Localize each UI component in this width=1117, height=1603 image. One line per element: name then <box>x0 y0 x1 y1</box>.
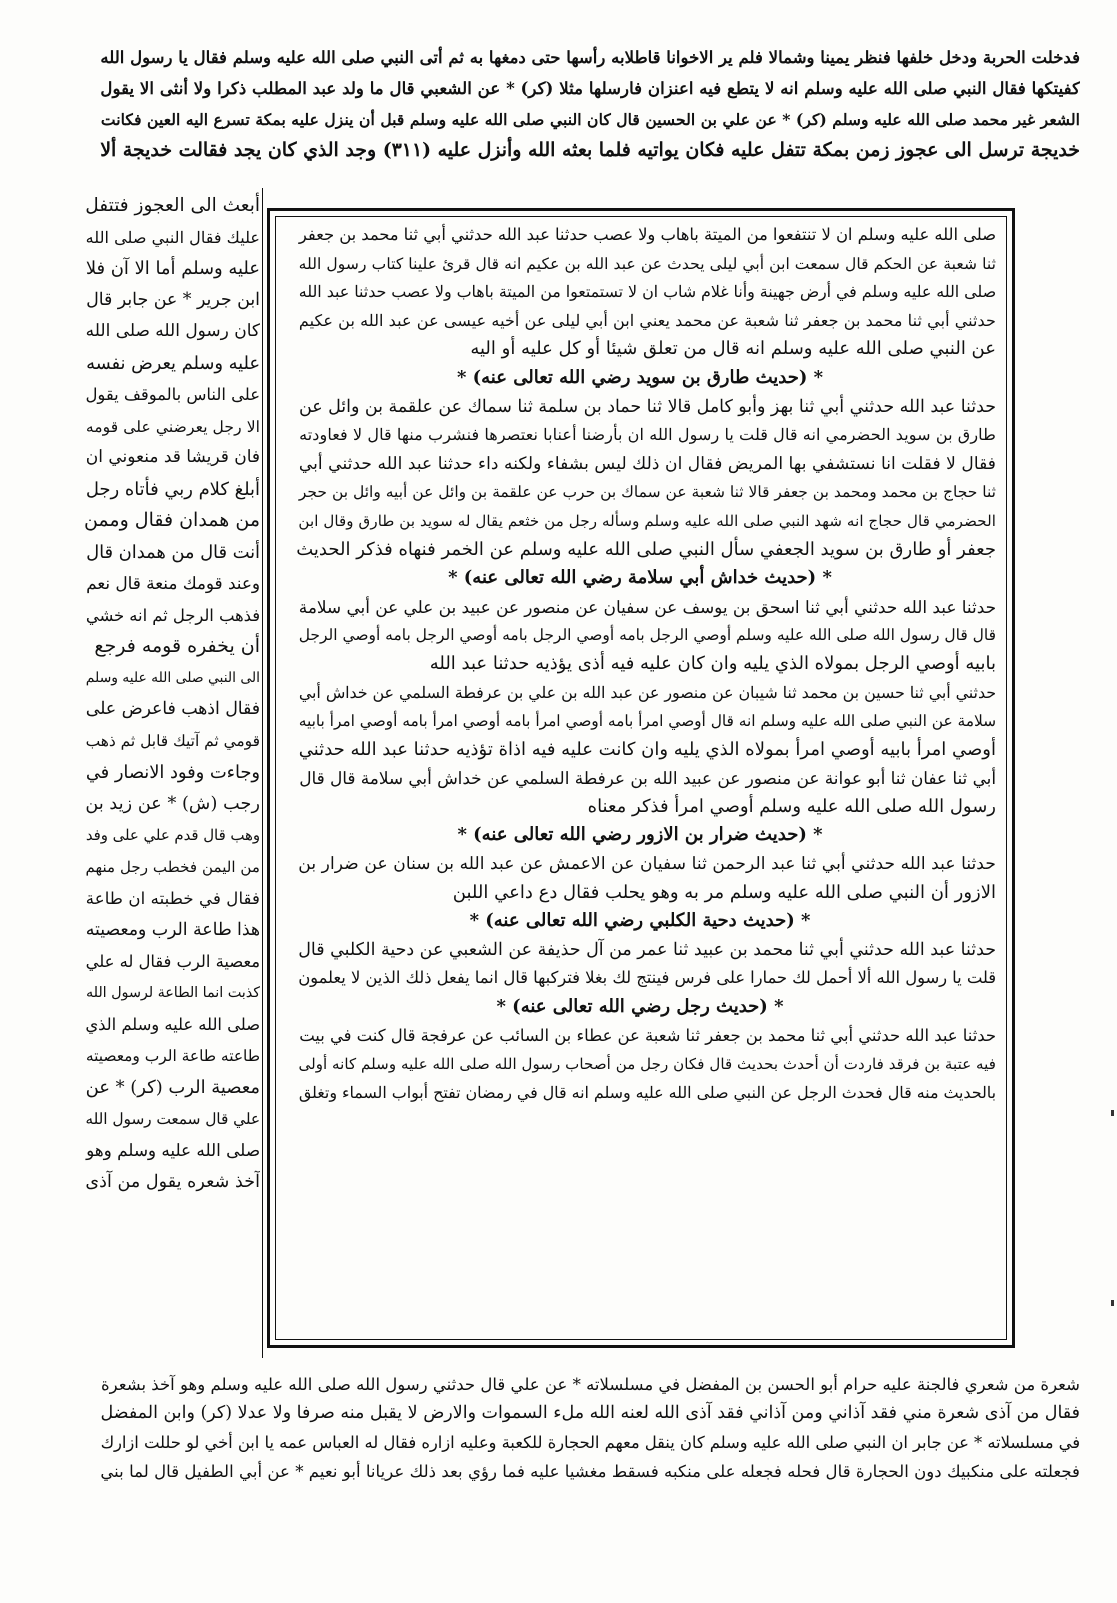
margin-line: أنت قال من همدان قال <box>86 541 260 563</box>
margin-line: الا رجل يعرضني على قومه <box>85 416 260 436</box>
bottom-line: فقال من آذى شعرة مني فقد آذاني ومن آذاني فقد آذى الله لعنه الله ملء السموات والارض لا يقبل منه صرفا ولا عدلا (كر) وابن المفضل <box>100 1403 1080 1423</box>
margin-line: كان رسول الله صلى الله <box>85 321 260 341</box>
bottom-line: شعرة من شعري فالجنة عليه حرام أبو الحسن بن المفضل في مسلسلاته * عن علي قال حدثني رسول الله صلى الله عليه وسلم وهو آخذ بشعرة <box>100 1375 1080 1394</box>
hadith-line: الحضرمي قال حجاج انه شهد النبي صلى الله عليه وسلم وسأله رجل من خثعم يقال له سويد بن طارق وقال ابن <box>298 511 996 530</box>
hadith-line: حدثني أبي ثنا حسين بن محمد ثنا شيبان عن منصور عن عبد الله بن علي بن عرفطة السلمي عن خداش أبي <box>298 682 996 702</box>
hadith-line: حدثنا عبد الله حدثني أبي ثنا محمد بن عبيد ثنا عمر من آل حذيفة عن الشعبي عن دحية الكلبي قال <box>298 939 996 960</box>
margin-line: عليه وسلم يعرض نفسه <box>86 352 260 374</box>
hadith-line: أوصي امرأ بابيه أوصي امرأ بمولاه الذي يليه وان كانت عليه فيه اذاة تؤذيه حدثنا عبد الله حدثني <box>298 738 996 760</box>
hadith-line: سلامة عن النبي صلى الله عليه وسلم انه قال أوصي امرأ بامه أوصي امرأ بامه أوصي امرأ بامه أوصي امرأ بابيه <box>298 712 996 731</box>
top-line: خديجة ترسل الى عجوز زمن بمكة تتفل عليه فكان يواتيه فلما بعثه الله وأنزل عليه (٣١١) وجد الذي كان يجد فقالت خديجة ألا <box>100 139 1080 161</box>
main-hadith-text <box>284 221 996 1107</box>
main-text-frame <box>267 208 1015 1348</box>
bottom-paragraph <box>80 1370 1080 1486</box>
hadith-line: أبي ثنا عفان ثنا أبو عوانة عن منصور عن عبيد الله بن عرفطة السلمي عن خداش أبي سلامة قال قال <box>299 768 996 789</box>
margin-line: علي قال سمعت رسول الله <box>85 1109 260 1128</box>
scan-mark <box>1111 1110 1114 1116</box>
hadith-section-heading: * (حديث رجل رضي الله تعالى عنه) * <box>496 996 784 1018</box>
hadith-line: حدثنا عبد الله حدثني أبي ثنا اسحق بن يوسف عن سفيان عن منصور عن عبيد بن علي عن أبي سلامة <box>298 596 996 617</box>
margin-line: صلى الله عليه وسلم الذي <box>85 1015 260 1034</box>
margin-line: فقال اذهب فاعرض على <box>85 699 260 719</box>
margin-line: أن يخفره قومه فرجع <box>94 635 260 657</box>
hadith-line: الازور أن النبي صلى الله عليه وسلم مر به وهو يحلب فقال دع داعي اللبن <box>452 881 996 903</box>
hadith-line: حدثني أبي ثنا محمد بن جعفر ثنا شعبة عن محمد يعني ابن أبي ليلى عن أخيه عيسى عن عبد الله بن عكيم <box>298 310 996 330</box>
hadith-line: جعفر أو طارق بن سويد الجعفي سأل النبي صلى الله عليه وسلم عن الخمر فنهاه فذكر الحديث <box>296 538 996 560</box>
top-line: الشعر غير محمد صلى الله عليه وسلم (كر) * عن علي بن الحسين قال كان النبي صلى الله عليه وسلم قبل أن ينزل عليه بمكة تسرع اليه العين فكانت <box>100 110 1080 129</box>
hadith-section-heading: * (حديث ضرار بن الازور رضي الله تعالى عنه) * <box>457 824 823 846</box>
margin-line: وجاءت وفود الانصار في <box>85 762 260 783</box>
bottom-line: في مسلسلاته * عن جابر ان النبي صلى الله عليه وسلم كان ينقل معهم الحجارة للكعبة وعليه ازاره فقال له العباس عمه يا ابن أخي لو حللت ازارك <box>100 1433 1080 1452</box>
hadith-line: حدثنا عبد الله حدثني أبي ثنا محمد بن جعفر ثنا شعبة عن عطاء بن السائب عن عرفجة قال كنت في بيت <box>299 1025 996 1045</box>
hadith-line: فقال لا فقلت انا نستشفي بها المريض فقال ان ذلك ليس بشفاء ولكنه داء حدثنا عبد الله حدثني أبي <box>298 453 996 474</box>
margin-line: أبلغ كلام ربي فأتاه رجل <box>85 478 260 500</box>
margin-line: وعند قومك منعة قال نعم <box>86 573 260 593</box>
hadith-line: ثنا حجاج بن محمد ومحمد بن جعفر قالا ثنا شعبة عن سماك بن حرب عن علقمة بن وائل عن أبيه وائل بن حجر <box>298 483 996 502</box>
hadith-line: فيه عتبة بن فرقد فاردت أن أحدث بحديث قال فكان رجل من أصحاب رسول الله صلى الله عليه وسلم كانه أولى <box>298 1055 996 1074</box>
margin-line: الى النبي صلى الله عليه وسلم <box>85 669 260 686</box>
margin-line: رجب (ش) * عن زيد بن <box>85 793 260 814</box>
hadith-line: طارق بن سويد الحضرمي انه قال قلت يا رسول الله ان بأرضنا أعنابا نعتصرها فنشرب منها قال لا فعاودته <box>299 425 996 445</box>
top-line: فدخلت الحربة ودخل خلفها فنظر يمينا وشمالا فلم ير الاخوانا قاطلابه رأسها حتى دمغها به ثم أتى النبي صلى الله عليه وسلم فقال يا رسول الله <box>100 47 1080 67</box>
margin-line: هذا طاعة الرب ومعصيته <box>85 919 260 940</box>
margin-line: على الناس بالموقف يقول <box>85 385 260 404</box>
hadith-line: قلت يا رسول الله ألا أحمل لك حمارا على فرس فينتج لك بغلا فتركبها قال انما يفعل ذلك الذين لا يعلمون <box>298 968 996 988</box>
hadith-section-heading: * (حديث خداش أبي سلامة رضي الله تعالى عنه) * <box>448 567 832 589</box>
scan-mark <box>1111 1300 1114 1306</box>
column-divider <box>262 188 263 1358</box>
margin-line: فان قريشا قد منعوني ان <box>85 447 260 467</box>
margin-line: أبعث الى العجوز فتتفل <box>85 195 260 216</box>
hadith-line: صلى الله عليه وسلم في أرض جهينة وأنا غلام شاب ان لا تستمتعوا من الميتة باهاب ولا عصب حدثنا عبد الله <box>298 282 996 302</box>
hadith-section-heading: * (حديث طارق بن سويد رضي الله تعالى عنه) * <box>456 366 824 388</box>
top-line: كفيتكها فقال النبي صلى الله عليه وسلم انه لا يتطع فيه اعنزان فارسلها مثلا (كر) * عن الشعبي قال ما ولد عبد المطلب ذكرا ولا أنثى الا يقول <box>100 78 1080 98</box>
hadith-line: حدثنا عبد الله حدثني أبي ثنا بهز وأبو كامل قالا ثنا حماد بن سلمة ثنا سماك عن علقمة بن وائل عن <box>298 396 996 417</box>
margin-line: عليك فقال النبي صلى الله <box>85 227 260 247</box>
margin-line: معصية الرب فقال له علي <box>85 952 260 971</box>
hadith-line: حدثنا عبد الله حدثني أبي ثنا عبد الرحمن ثنا سفيان عن الاعمش عن عبد الله بن سنان عن ضرار بن <box>298 854 996 875</box>
hadith-line: بالحديث منه قال فحدث الرجل عن النبي صلى الله عليه وسلم انه قال في رمضان تفتح أبواب السماء وتغلق <box>298 1082 996 1102</box>
margin-line: وهب قال قدم علي على وفد <box>85 826 260 844</box>
margin-line: معصية الرب (كر) * عن <box>85 1077 260 1098</box>
margin-line: صلى الله عليه وسلم وهو <box>86 1140 260 1160</box>
margin-line: فذهب الرجل ثم انه خشي <box>85 605 260 625</box>
bottom-line: فجعلته على منكبيك دون الحجارة قال فحله فجعله على منكبه فسقط مغشيا عليه فما رؤي بعد ذلك عريانا أبو نعيم * عن أبي الطفيل قال لما بني <box>100 1462 1080 1481</box>
hadith-line: صلى الله عليه وسلم ان لا تنتفعوا من الميتة باهاب ولا عصب حدثنا عبد الله حدثني أبي ثنا محمد بن جعفر <box>298 225 996 244</box>
margin-line: طاعته طاعة الرب ومعصيته <box>85 1046 260 1065</box>
margin-line: من اليمن فخطب رجل منهم <box>85 857 260 876</box>
margin-line: كذبت انما الطاعة لرسول الله <box>85 984 260 1001</box>
margin-line: آخذ شعره يقول من آذى <box>85 1171 260 1192</box>
margin-line: عليه وسلم أما الا آن فلا <box>85 258 260 279</box>
hadith-line: بابيه أوصي الرجل بمولاه الذي يليه وان كان عليه فيه أذى يؤذيه حدثنا عبد الله <box>429 652 996 674</box>
margin-line: ابن جرير * عن جابر قال <box>86 289 260 310</box>
margin-line: من همدان فقال وممن <box>83 509 260 531</box>
hadith-line: قال قال رسول الله صلى الله عليه وسلم أوصي الرجل بامه أوصي الرجل بامه أوصي الرجل بامه أوصي الرجل <box>298 626 996 645</box>
margin-line: قومي ثم آتيك قابل ثم ذهب <box>85 731 260 750</box>
top-paragraph <box>80 42 1080 166</box>
margin-commentary-column <box>82 190 260 1198</box>
margin-line: فقال في خطبته ان طاعة <box>85 888 260 908</box>
hadith-section-heading: * (حديث دحية الكلبي رضي الله تعالى عنه) * <box>469 910 811 932</box>
hadith-line: عن النبي صلى الله عليه وسلم انه قال من تعلق شيئا أو كل عليه أو اليه <box>470 338 996 360</box>
hadith-line: ثنا شعبة عن الحكم قال سمعت ابن أبي ليلى يحدث عن عبد الله بن عكيم انه قال قرئ علينا كتاب رسول الله <box>298 253 996 273</box>
hadith-line: رسول الله صلى الله عليه وسلم أوصي امرأ فذكر معناه <box>587 795 996 817</box>
